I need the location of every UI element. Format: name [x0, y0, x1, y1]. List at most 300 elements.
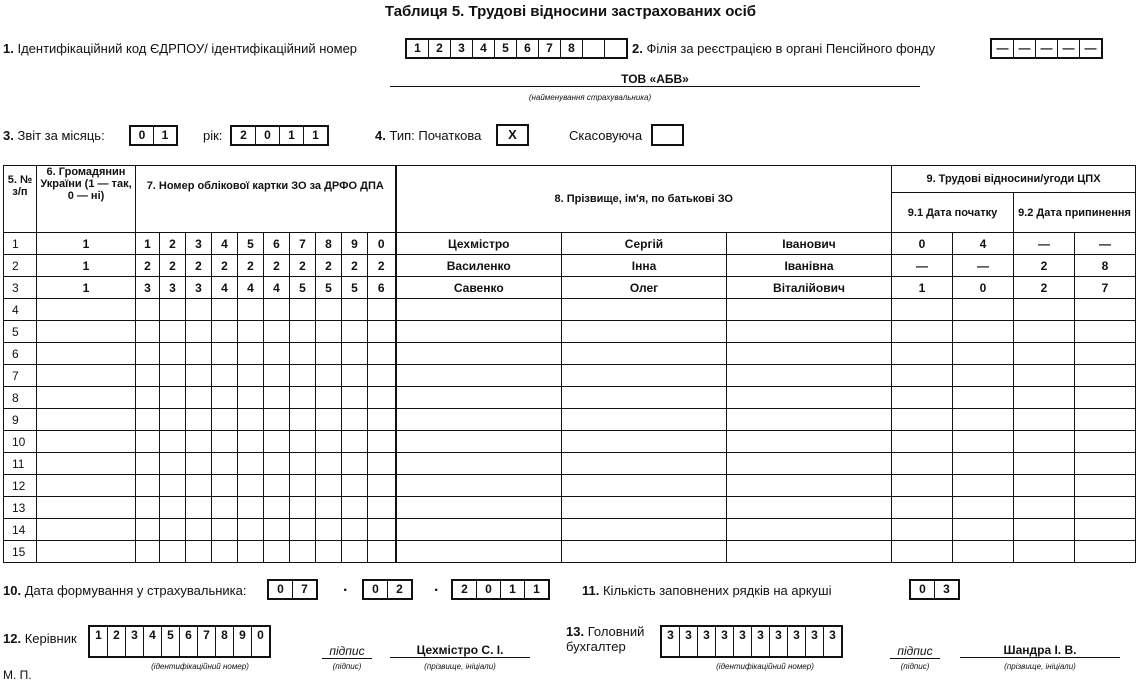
middle-name-cell[interactable]: [727, 365, 892, 387]
digit-box[interactable]: [605, 40, 626, 57]
digit-box[interactable]: 1: [407, 40, 429, 57]
card-digit-cell[interactable]: [342, 299, 368, 321]
digit-box[interactable]: 3: [806, 627, 824, 656]
end-date-cell[interactable]: [1075, 519, 1136, 541]
middle-name-cell[interactable]: [727, 299, 892, 321]
start-date-cell[interactable]: [892, 541, 953, 563]
card-digit-cell[interactable]: [368, 343, 396, 365]
digit-box[interactable]: 0: [911, 581, 935, 598]
card-digit-cell[interactable]: [212, 321, 238, 343]
digit-box[interactable]: 3: [451, 40, 473, 57]
start-date-cell[interactable]: [953, 299, 1014, 321]
first-name-cell[interactable]: [562, 541, 727, 563]
card-digit-cell[interactable]: 7: [290, 233, 316, 255]
end-date-cell[interactable]: [1075, 475, 1136, 497]
citizen-cell[interactable]: [37, 409, 136, 431]
card-digit-cell[interactable]: [342, 321, 368, 343]
digit-box[interactable]: —: [1014, 40, 1036, 57]
card-digit-cell[interactable]: [238, 343, 264, 365]
card-digit-cell[interactable]: [264, 387, 290, 409]
card-digit-cell[interactable]: [186, 497, 212, 519]
card-digit-cell[interactable]: [342, 409, 368, 431]
digit-box[interactable]: 1: [312, 128, 319, 142]
card-digit-cell[interactable]: 2: [186, 255, 212, 277]
card-digit-cell[interactable]: [212, 387, 238, 409]
card-digit-cell[interactable]: [316, 541, 342, 563]
card-digit-cell[interactable]: [264, 431, 290, 453]
card-digit-cell[interactable]: 2: [316, 255, 342, 277]
card-digit-cell[interactable]: [186, 453, 212, 475]
digit-box[interactable]: 7: [539, 40, 561, 57]
end-date-cell[interactable]: [1014, 519, 1075, 541]
citizen-cell[interactable]: 1: [37, 233, 136, 255]
last-name-cell[interactable]: [396, 431, 562, 453]
card-digit-cell[interactable]: [160, 431, 186, 453]
digit-box[interactable]: 3: [680, 627, 698, 656]
card-digit-cell[interactable]: [264, 365, 290, 387]
card-digit-cell[interactable]: [316, 497, 342, 519]
start-date-cell[interactable]: 0: [892, 233, 953, 255]
end-date-cell[interactable]: [1014, 453, 1075, 475]
start-date-cell[interactable]: [953, 431, 1014, 453]
digit-box[interactable]: 6: [180, 627, 198, 656]
digit-box[interactable]: 2: [232, 127, 256, 144]
card-digit-cell[interactable]: [212, 453, 238, 475]
card-digit-cell[interactable]: [136, 541, 160, 563]
cancel-type-checkbox[interactable]: [651, 124, 684, 146]
last-name-cell[interactable]: [396, 453, 562, 475]
card-digit-cell[interactable]: [238, 299, 264, 321]
digit-box[interactable]: 1: [501, 581, 525, 598]
card-digit-cell[interactable]: 5: [342, 277, 368, 299]
start-date-cell[interactable]: [892, 343, 953, 365]
card-digit-cell[interactable]: [186, 519, 212, 541]
digit-box[interactable]: 2: [396, 582, 403, 596]
card-digit-cell[interactable]: [212, 497, 238, 519]
card-digit-cell[interactable]: [186, 475, 212, 497]
first-name-cell[interactable]: [562, 431, 727, 453]
row-number[interactable]: 14: [4, 519, 37, 541]
initial-type-checkbox[interactable]: X: [496, 124, 529, 146]
card-digit-cell[interactable]: [316, 475, 342, 497]
citizen-cell[interactable]: [37, 321, 136, 343]
card-digit-cell[interactable]: [212, 409, 238, 431]
card-digit-cell[interactable]: [290, 541, 316, 563]
card-digit-cell[interactable]: [212, 519, 238, 541]
digit-box[interactable]: 3: [770, 627, 788, 656]
card-digit-cell[interactable]: [264, 453, 290, 475]
first-name-cell[interactable]: [562, 453, 727, 475]
last-name-cell[interactable]: [396, 321, 562, 343]
end-date-cell[interactable]: [1014, 541, 1075, 563]
card-digit-cell[interactable]: [264, 299, 290, 321]
start-date-cell[interactable]: [892, 387, 953, 409]
middle-name-cell[interactable]: [727, 321, 892, 343]
card-digit-cell[interactable]: [264, 475, 290, 497]
card-digit-cell[interactable]: [368, 299, 396, 321]
card-digit-cell[interactable]: [290, 409, 316, 431]
card-digit-cell[interactable]: [264, 519, 290, 541]
card-digit-cell[interactable]: 0: [368, 233, 396, 255]
first-name-cell[interactable]: [562, 475, 727, 497]
card-digit-cell[interactable]: [238, 497, 264, 519]
end-date-cell[interactable]: [1014, 299, 1075, 321]
start-date-cell[interactable]: —: [953, 255, 1014, 277]
start-date-cell[interactable]: [892, 299, 953, 321]
row-number[interactable]: 2: [4, 255, 37, 277]
digit-box[interactable]: 3: [716, 627, 734, 656]
middle-name-cell[interactable]: Іванівна: [727, 255, 892, 277]
card-digit-cell[interactable]: [316, 519, 342, 541]
digit-box[interactable]: 3: [126, 627, 144, 656]
card-digit-cell[interactable]: [342, 519, 368, 541]
card-digit-cell[interactable]: [368, 519, 396, 541]
last-name-cell[interactable]: Василенко: [396, 255, 562, 277]
end-date-cell[interactable]: 7: [1075, 277, 1136, 299]
start-date-cell[interactable]: [892, 497, 953, 519]
card-digit-cell[interactable]: [136, 387, 160, 409]
card-digit-cell[interactable]: 2: [160, 255, 186, 277]
row-number[interactable]: 12: [4, 475, 37, 497]
card-digit-cell[interactable]: [342, 431, 368, 453]
card-digit-cell[interactable]: [186, 343, 212, 365]
card-digit-cell[interactable]: [212, 365, 238, 387]
middle-name-cell[interactable]: Іванович: [727, 233, 892, 255]
card-digit-cell[interactable]: [136, 497, 160, 519]
last-name-cell[interactable]: [396, 409, 562, 431]
end-date-cell[interactable]: [1075, 453, 1136, 475]
middle-name-cell[interactable]: [727, 343, 892, 365]
start-date-cell[interactable]: [953, 519, 1014, 541]
card-digit-cell[interactable]: [368, 541, 396, 563]
row-number[interactable]: 5: [4, 321, 37, 343]
end-date-cell[interactable]: —: [1075, 233, 1136, 255]
last-name-cell[interactable]: [396, 475, 562, 497]
card-digit-cell[interactable]: [368, 321, 396, 343]
digit-box[interactable]: 3: [788, 627, 806, 656]
citizen-cell[interactable]: [37, 431, 136, 453]
first-name-cell[interactable]: [562, 519, 727, 541]
digit-box[interactable]: 3: [734, 627, 752, 656]
card-digit-cell[interactable]: [136, 475, 160, 497]
last-name-cell[interactable]: [396, 343, 562, 365]
card-digit-cell[interactable]: [136, 321, 160, 343]
digit-box[interactable]: 5: [162, 627, 180, 656]
first-name-cell[interactable]: Олег: [562, 277, 727, 299]
end-date-cell[interactable]: 8: [1075, 255, 1136, 277]
form-year-boxes[interactable]: [451, 579, 550, 600]
digit-box[interactable]: 2: [453, 581, 477, 598]
middle-name-cell[interactable]: [727, 541, 892, 563]
middle-name-cell[interactable]: Віталійович: [727, 277, 892, 299]
start-date-cell[interactable]: [953, 321, 1014, 343]
card-digit-cell[interactable]: [368, 453, 396, 475]
card-digit-cell[interactable]: 3: [160, 277, 186, 299]
pension-branch-boxes[interactable]: [990, 38, 1103, 59]
digit-box[interactable]: 1: [161, 128, 169, 142]
digit-box[interactable]: 8: [216, 627, 234, 656]
start-date-cell[interactable]: [892, 453, 953, 475]
report-year-boxes[interactable]: [230, 125, 329, 146]
start-date-cell[interactable]: [953, 365, 1014, 387]
row-number[interactable]: 15: [4, 541, 37, 563]
middle-name-cell[interactable]: [727, 453, 892, 475]
last-name-cell[interactable]: Савенко: [396, 277, 562, 299]
form-day-boxes[interactable]: [267, 579, 318, 600]
card-digit-cell[interactable]: [316, 365, 342, 387]
middle-name-cell[interactable]: [727, 409, 892, 431]
card-digit-cell[interactable]: 2: [212, 255, 238, 277]
card-digit-cell[interactable]: 3: [136, 277, 160, 299]
report-month-boxes[interactable]: [129, 125, 178, 146]
card-digit-cell[interactable]: [290, 453, 316, 475]
digit-box[interactable]: 6: [517, 40, 539, 57]
accountant-signature[interactable]: підпис: [890, 644, 940, 659]
card-digit-cell[interactable]: [136, 343, 160, 365]
start-date-cell[interactable]: 1: [892, 277, 953, 299]
card-digit-cell[interactable]: [186, 541, 212, 563]
card-digit-cell[interactable]: [212, 475, 238, 497]
card-digit-cell[interactable]: [342, 541, 368, 563]
card-digit-cell[interactable]: 6: [368, 277, 396, 299]
card-digit-cell[interactable]: 3: [186, 233, 212, 255]
last-name-cell[interactable]: [396, 519, 562, 541]
filled-rows-boxes[interactable]: [909, 579, 960, 600]
card-digit-cell[interactable]: [316, 321, 342, 343]
card-digit-cell[interactable]: [316, 387, 342, 409]
card-digit-cell[interactable]: [290, 519, 316, 541]
end-date-cell[interactable]: [1014, 409, 1075, 431]
card-digit-cell[interactable]: [160, 475, 186, 497]
digit-box[interactable]: 3: [698, 627, 716, 656]
accountant-id-boxes[interactable]: [660, 625, 843, 658]
digit-box[interactable]: 0: [269, 581, 293, 598]
end-date-cell[interactable]: [1075, 431, 1136, 453]
card-digit-cell[interactable]: [264, 409, 290, 431]
card-digit-cell[interactable]: [238, 365, 264, 387]
card-digit-cell[interactable]: [238, 431, 264, 453]
digit-box[interactable]: 3: [943, 582, 950, 596]
first-name-cell[interactable]: Інна: [562, 255, 727, 277]
card-digit-cell[interactable]: [290, 497, 316, 519]
row-number[interactable]: 13: [4, 497, 37, 519]
last-name-cell[interactable]: [396, 299, 562, 321]
start-date-cell[interactable]: [953, 541, 1014, 563]
start-date-cell[interactable]: [892, 431, 953, 453]
card-digit-cell[interactable]: [160, 299, 186, 321]
card-digit-cell[interactable]: [160, 497, 186, 519]
digit-box[interactable]: 1: [90, 627, 108, 656]
card-digit-cell[interactable]: 1: [136, 233, 160, 255]
last-name-cell[interactable]: [396, 365, 562, 387]
middle-name-cell[interactable]: [727, 497, 892, 519]
end-date-cell[interactable]: —: [1014, 233, 1075, 255]
digit-box[interactable]: —: [1058, 40, 1080, 57]
start-date-cell[interactable]: [892, 475, 953, 497]
start-date-cell[interactable]: [892, 409, 953, 431]
digit-box[interactable]: 8: [561, 40, 583, 57]
card-digit-cell[interactable]: [342, 343, 368, 365]
citizen-cell[interactable]: [37, 541, 136, 563]
middle-name-cell[interactable]: [727, 387, 892, 409]
card-digit-cell[interactable]: 2: [136, 255, 160, 277]
card-digit-cell[interactable]: [186, 321, 212, 343]
digit-box[interactable]: [583, 40, 605, 57]
card-digit-cell[interactable]: [316, 453, 342, 475]
middle-name-cell[interactable]: [727, 519, 892, 541]
card-digit-cell[interactable]: [368, 431, 396, 453]
form-month-boxes[interactable]: [362, 579, 413, 600]
card-digit-cell[interactable]: [290, 475, 316, 497]
end-date-cell[interactable]: [1014, 475, 1075, 497]
card-digit-cell[interactable]: 8: [316, 233, 342, 255]
citizen-cell[interactable]: [37, 497, 136, 519]
card-digit-cell[interactable]: [160, 387, 186, 409]
card-digit-cell[interactable]: [368, 387, 396, 409]
end-date-cell[interactable]: [1075, 541, 1136, 563]
card-digit-cell[interactable]: 2: [290, 255, 316, 277]
card-digit-cell[interactable]: [238, 519, 264, 541]
card-digit-cell[interactable]: [368, 475, 396, 497]
last-name-cell[interactable]: [396, 541, 562, 563]
row-number[interactable]: 9: [4, 409, 37, 431]
card-digit-cell[interactable]: [342, 497, 368, 519]
digit-box[interactable]: —: [1036, 40, 1058, 57]
row-number[interactable]: 11: [4, 453, 37, 475]
director-signature[interactable]: підпис: [322, 644, 372, 659]
card-digit-cell[interactable]: [238, 475, 264, 497]
row-number[interactable]: 3: [4, 277, 37, 299]
card-digit-cell[interactable]: [212, 343, 238, 365]
row-number[interactable]: 4: [4, 299, 37, 321]
card-digit-cell[interactable]: [186, 299, 212, 321]
card-digit-cell[interactable]: [160, 409, 186, 431]
end-date-cell[interactable]: [1075, 497, 1136, 519]
digit-box[interactable]: 0: [256, 127, 280, 144]
card-digit-cell[interactable]: [316, 299, 342, 321]
card-digit-cell[interactable]: 2: [238, 255, 264, 277]
first-name-cell[interactable]: [562, 497, 727, 519]
card-digit-cell[interactable]: [290, 321, 316, 343]
card-digit-cell[interactable]: [160, 321, 186, 343]
row-number[interactable]: 8: [4, 387, 37, 409]
digit-box[interactable]: 0: [477, 581, 501, 598]
start-date-cell[interactable]: 4: [953, 233, 1014, 255]
digit-box[interactable]: 3: [829, 628, 836, 642]
citizen-cell[interactable]: [37, 519, 136, 541]
card-digit-cell[interactable]: [290, 387, 316, 409]
end-date-cell[interactable]: [1075, 387, 1136, 409]
digit-box[interactable]: 3: [752, 627, 770, 656]
card-digit-cell[interactable]: [160, 365, 186, 387]
card-digit-cell[interactable]: [368, 497, 396, 519]
card-digit-cell[interactable]: 3: [186, 277, 212, 299]
end-date-cell[interactable]: [1075, 343, 1136, 365]
card-digit-cell[interactable]: [368, 365, 396, 387]
first-name-cell[interactable]: [562, 365, 727, 387]
citizen-cell[interactable]: 1: [37, 255, 136, 277]
digit-box[interactable]: 2: [108, 627, 126, 656]
end-date-cell[interactable]: 2: [1014, 255, 1075, 277]
card-digit-cell[interactable]: 4: [264, 277, 290, 299]
card-digit-cell[interactable]: [290, 343, 316, 365]
start-date-cell[interactable]: [953, 453, 1014, 475]
card-digit-cell[interactable]: [186, 409, 212, 431]
edrpou-code-boxes[interactable]: [405, 38, 628, 59]
citizen-cell[interactable]: [37, 299, 136, 321]
card-digit-cell[interactable]: [212, 299, 238, 321]
digit-box[interactable]: 5: [495, 40, 517, 57]
director-id-boxes[interactable]: [88, 625, 271, 658]
start-date-cell[interactable]: [953, 387, 1014, 409]
card-digit-cell[interactable]: [238, 321, 264, 343]
end-date-cell[interactable]: [1014, 321, 1075, 343]
card-digit-cell[interactable]: [136, 409, 160, 431]
card-digit-cell[interactable]: [186, 387, 212, 409]
first-name-cell[interactable]: [562, 409, 727, 431]
card-digit-cell[interactable]: 5: [316, 277, 342, 299]
digit-box[interactable]: 0: [257, 628, 264, 642]
citizen-cell[interactable]: [37, 387, 136, 409]
first-name-cell[interactable]: [562, 343, 727, 365]
start-date-cell[interactable]: [953, 475, 1014, 497]
start-date-cell[interactable]: [953, 497, 1014, 519]
card-digit-cell[interactable]: [186, 431, 212, 453]
card-digit-cell[interactable]: [342, 365, 368, 387]
card-digit-cell[interactable]: [368, 409, 396, 431]
card-digit-cell[interactable]: [212, 541, 238, 563]
digit-box[interactable]: 4: [144, 627, 162, 656]
card-digit-cell[interactable]: 4: [212, 233, 238, 255]
card-digit-cell[interactable]: 2: [160, 233, 186, 255]
start-date-cell[interactable]: [892, 321, 953, 343]
card-digit-cell[interactable]: [160, 453, 186, 475]
card-digit-cell[interactable]: [342, 475, 368, 497]
middle-name-cell[interactable]: [727, 431, 892, 453]
digit-box[interactable]: 3: [662, 627, 680, 656]
first-name-cell[interactable]: [562, 321, 727, 343]
digit-box[interactable]: 0: [364, 581, 388, 598]
card-digit-cell[interactable]: 2: [342, 255, 368, 277]
card-digit-cell[interactable]: [342, 387, 368, 409]
end-date-cell[interactable]: [1075, 365, 1136, 387]
citizen-cell[interactable]: [37, 475, 136, 497]
card-digit-cell[interactable]: [136, 519, 160, 541]
digit-box[interactable]: 4: [473, 40, 495, 57]
middle-name-cell[interactable]: [727, 475, 892, 497]
card-digit-cell[interactable]: 4: [238, 277, 264, 299]
last-name-cell[interactable]: [396, 387, 562, 409]
card-digit-cell[interactable]: [316, 343, 342, 365]
end-date-cell[interactable]: [1075, 299, 1136, 321]
card-digit-cell[interactable]: [290, 365, 316, 387]
end-date-cell[interactable]: [1075, 409, 1136, 431]
start-date-cell[interactable]: —: [892, 255, 953, 277]
citizen-cell[interactable]: 1: [37, 277, 136, 299]
end-date-cell[interactable]: [1014, 365, 1075, 387]
first-name-cell[interactable]: [562, 299, 727, 321]
card-digit-cell[interactable]: [136, 299, 160, 321]
card-digit-cell[interactable]: [264, 541, 290, 563]
card-digit-cell[interactable]: [136, 365, 160, 387]
digit-box[interactable]: 7: [301, 582, 308, 596]
digit-box[interactable]: —: [992, 40, 1014, 57]
digit-box[interactable]: 1: [533, 582, 540, 596]
digit-box[interactable]: —: [1084, 41, 1097, 55]
card-digit-cell[interactable]: [238, 453, 264, 475]
citizen-cell[interactable]: [37, 453, 136, 475]
card-digit-cell[interactable]: [316, 431, 342, 453]
